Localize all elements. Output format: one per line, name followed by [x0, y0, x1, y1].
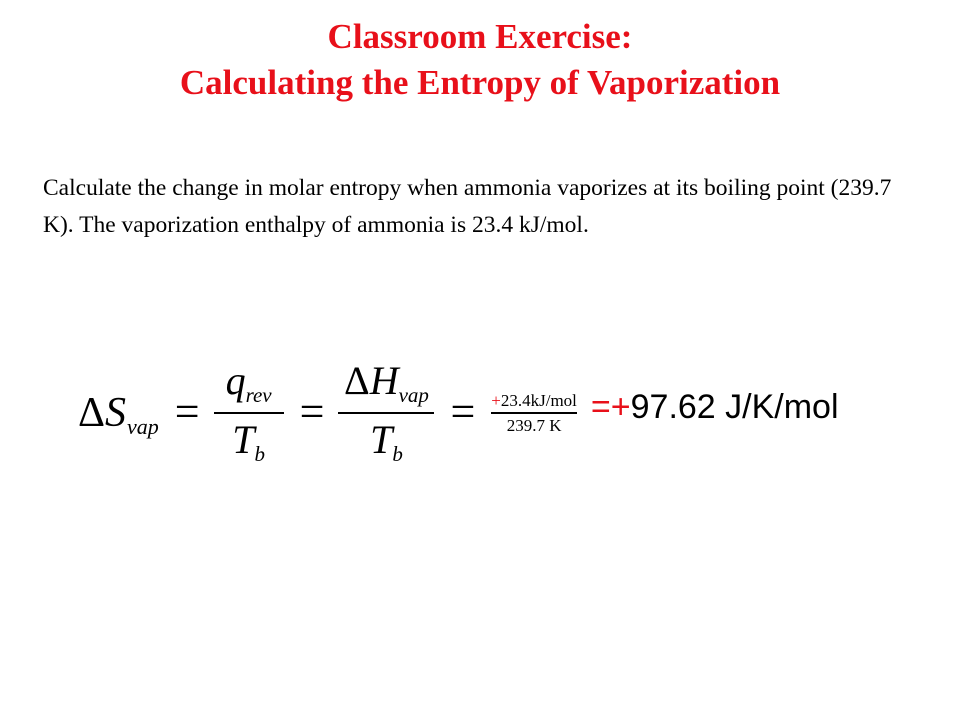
- denominator-value: 239.7 K: [506, 415, 562, 435]
- t-symbol: T: [232, 416, 255, 462]
- b-subscript: b: [392, 441, 403, 466]
- vap-subscript: vap: [398, 382, 429, 407]
- fraction-bar: [491, 412, 577, 414]
- numeric-numerator: [491, 391, 577, 410]
- rev-subscript: rev: [245, 382, 272, 407]
- t-b-denominator: [370, 418, 403, 468]
- q-rev-numerator: [226, 359, 272, 409]
- q-over-t-fraction: [214, 359, 284, 468]
- t-b-denominator: [232, 418, 265, 468]
- slide-title: [0, 14, 960, 106]
- numerator-value: 23.4kJ/mol: [500, 391, 577, 411]
- entropy-equation: [78, 358, 878, 468]
- delta-symbol: Δ: [343, 357, 370, 403]
- equals-sign-1: =: [174, 386, 200, 436]
- plus-sign: +: [491, 391, 501, 411]
- result-equals-sign: =: [590, 387, 611, 426]
- title-line-1: Classroom Exercise:: [327, 17, 633, 56]
- delta-s-vap: [78, 389, 159, 437]
- problem-statement: Calculate the change in molar entropy when ammonia vaporizes at its boiling point (239.7 K). The vaporization enthalpy of ammonia is 23.4 kJ/mol.: [43, 175, 892, 238]
- t-symbol: T: [370, 416, 393, 462]
- numeric-fraction: [491, 391, 577, 435]
- title-line-2: Calculating the Entropy of Vaporization: [179, 63, 781, 102]
- result-value: 97.62 J/K/mol: [630, 387, 839, 426]
- numeric-denominator: [507, 416, 562, 435]
- result: [591, 388, 839, 427]
- equals-sign-2: =: [299, 386, 325, 436]
- vap-subscript: vap: [127, 414, 159, 439]
- h-symbol: H: [369, 357, 399, 403]
- q-symbol: q: [225, 357, 246, 403]
- equals-sign-3: =: [450, 386, 476, 436]
- result-plus-sign: +: [610, 387, 631, 426]
- delta-h-vap-numerator: [344, 359, 429, 409]
- b-subscript: b: [254, 441, 265, 466]
- h-over-t-fraction: [338, 359, 434, 468]
- s-symbol: S: [105, 390, 127, 436]
- delta-symbol: Δ: [78, 390, 106, 436]
